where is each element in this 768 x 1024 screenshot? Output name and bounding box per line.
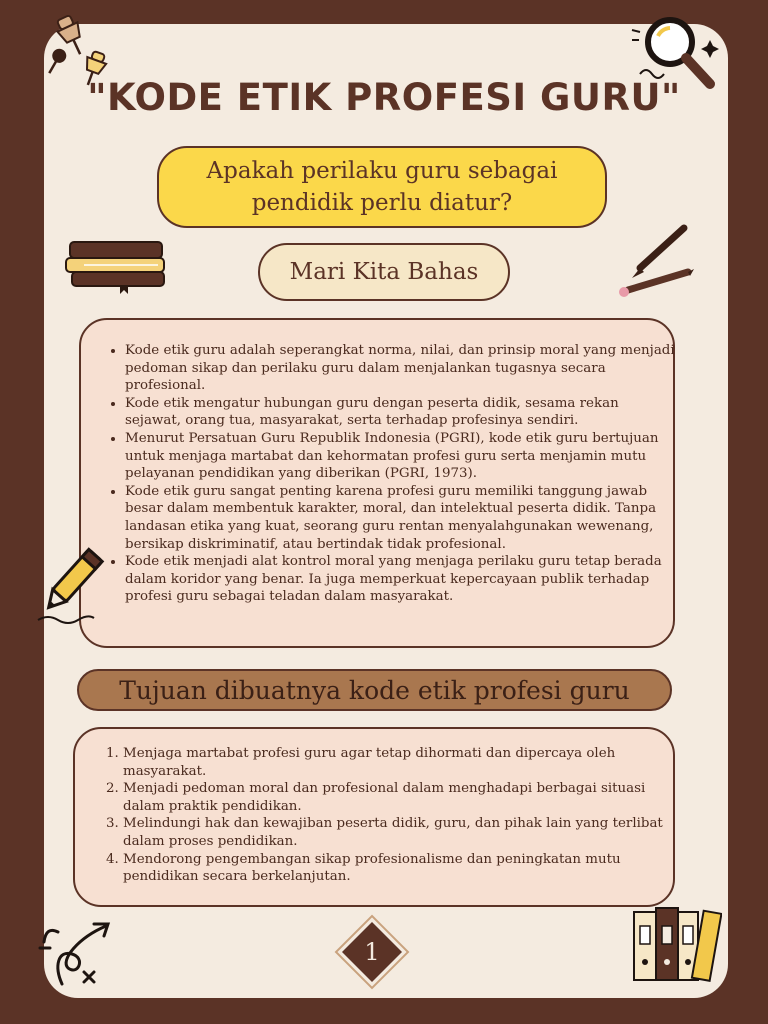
list-item: 4. Mendorong pengembangan sikap profesionalisme dan peningkatan mutu pendidikan secara berkelanjutan. <box>123 851 673 886</box>
question-text: Apakah perilaku guru sebagai pendidik perlu diatur? <box>206 158 558 216</box>
explanation-list <box>109 342 675 606</box>
list-item: • Menurut Persatuan Guru Republik Indonesia (PGRI), kode etik guru bertujuan untuk menjaga martabat dan kehormatan profesi guru serta menjamin mutu pelayanan pendidikan yang diberikan (PGRI, 1973). <box>125 430 675 483</box>
list-item: 3. Melindungi hak dan kewajiban peserta didik, guru, dan pihak lain yang terlibat dalam proses pendidikan. <box>123 815 673 850</box>
list-item: 2. Menjadi pedoman moral dan profesional dalam menghadapi berbagai situasi dalam praktik pendidikan. <box>123 780 673 815</box>
question-bubble <box>157 146 607 228</box>
list-item: 1. Menjaga martabat profesi guru agar tetap dihormati dan dipercaya oleh masyarakat. <box>123 745 673 780</box>
goals-list <box>105 745 673 886</box>
list-item: • Kode etik mengatur hubungan guru dengan peserta didik, sesama rekan sejawat, orang tua, masyarakat, serta terhadap profesinya sendiri. <box>125 395 675 430</box>
list-item: • Kode etik guru adalah seperangkat norma, nilai, dan prinsip moral yang menjadi pedoman sikap dan perilaku guru dalam menjalankan tugasnya secara profesional. <box>125 342 675 395</box>
discussion-text: Mari Kita Bahas <box>289 259 479 285</box>
list-item: • Kode etik menjadi alat kontrol moral yang menjaga perilaku guru tetap berada dalam koridor yang benar. Ia juga memperkuat kepercayaan publik terhadap profesi guru sebagai teladan dalam masyarakat. <box>125 553 675 606</box>
goals-heading <box>77 669 672 711</box>
squiggle-arrow-icon <box>38 918 114 988</box>
goals-heading-text: Tujuan dibuatnya kode etik profesi guru <box>119 675 630 705</box>
pencil-icon <box>36 544 116 626</box>
discussion-label <box>258 243 510 301</box>
explanation-box <box>79 318 675 648</box>
page-title: "KODE ETIK PROFESI GURU" <box>87 76 681 119</box>
pen-icon <box>610 220 694 302</box>
page-number-badge <box>334 914 410 990</box>
page-number: 1 <box>364 938 380 966</box>
list-item: • Kode etik guru sangat penting karena profesi guru memiliki tanggung jawab besar dalam membentuk karakter, moral, dan intelektual peserta didik. Tanpa landasan etika yang kuat, seorang guru rentan menyalahgunakan wewenang, bersikap diskriminatif, atau bertindak tidak profesional. <box>125 483 675 553</box>
books-icon <box>64 238 170 294</box>
goals-box <box>73 727 675 907</box>
binders-icon <box>630 904 722 984</box>
